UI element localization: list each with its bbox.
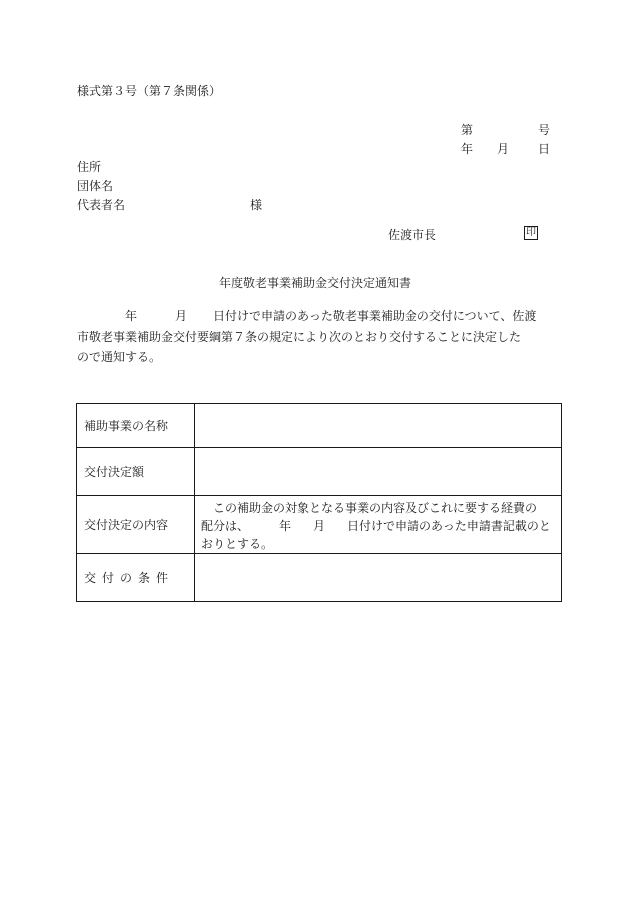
body-line-1-text: 日付けで申請のあった敬老事業補助金の交付について、佐渡	[213, 309, 537, 323]
address-label: 住所	[77, 160, 102, 174]
row-value-amount	[195, 448, 562, 496]
content-line-3: おりとする。	[201, 537, 274, 551]
date-day-label: 日	[538, 142, 551, 156]
row-value-content	[195, 496, 562, 554]
issuer-title: 佐渡市長	[388, 228, 437, 242]
document-number-prefix: 第	[461, 123, 474, 137]
date-year-label: 年	[461, 142, 474, 156]
honorific: 様	[250, 198, 263, 212]
document-title: 年度敬老事業補助金交付決定通知書	[218, 276, 411, 290]
content-line-1: この補助金の対象となる事業の内容及びこれに要する経費の	[213, 501, 538, 515]
content-line-2-b: 日付けで申請のあった申請書記載のと	[347, 519, 551, 533]
content-line-2-year: 年	[279, 519, 292, 533]
body-month: 月	[175, 309, 188, 323]
row-value-conditions	[195, 554, 562, 602]
row-label-conditions: 交付の条件	[77, 554, 195, 602]
row-label-content: 交付決定の内容	[77, 496, 195, 554]
content-line-2-a: 配分は、	[201, 519, 250, 533]
row-label-amount: 交付決定額	[77, 448, 195, 496]
row-value-project-name	[195, 404, 562, 448]
table-row	[77, 404, 562, 448]
representative-label: 代表者名	[77, 198, 126, 212]
table-row	[77, 448, 562, 496]
table-row	[77, 496, 562, 554]
organization-label: 団体名	[77, 179, 114, 193]
date-month-label: 月	[497, 142, 510, 156]
form-number: 様式第３号（第７条関係）	[77, 84, 222, 98]
content-line-2-month: 月	[313, 519, 326, 533]
body-year: 年	[125, 309, 138, 323]
content-line-2	[201, 517, 555, 535]
seal-box: 印	[526, 227, 536, 238]
grant-info-table	[76, 403, 562, 602]
body-line-3: ので通知する。	[77, 350, 162, 364]
row-label-project-name: 補助事業の名称	[77, 404, 195, 448]
table-row	[77, 554, 562, 602]
document-number-suffix: 号	[538, 123, 551, 137]
body-line-2: 市敬老事業補助金交付要綱第７条の規定により次のとおり交付することに決定した	[77, 330, 522, 344]
